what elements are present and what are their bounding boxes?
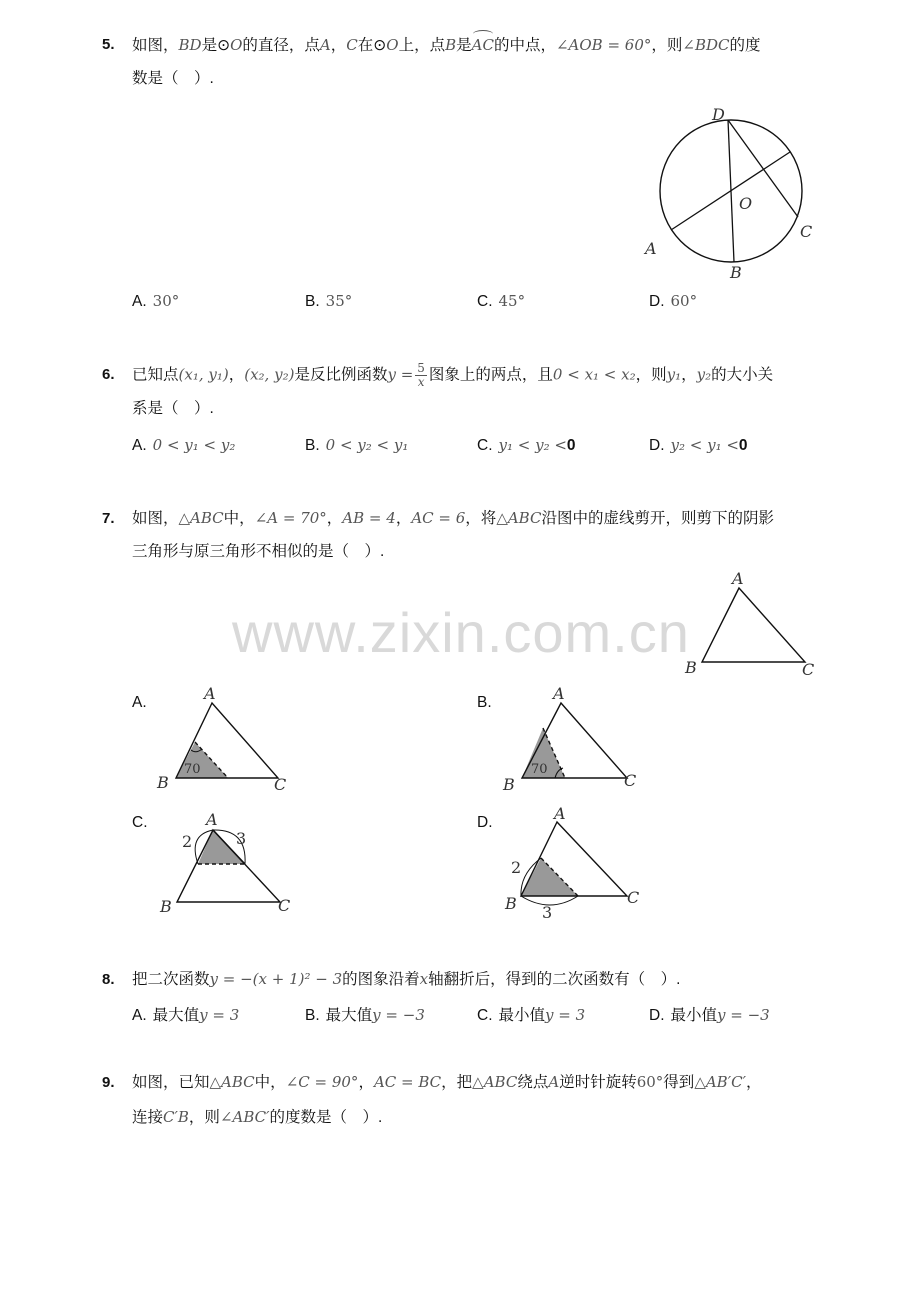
option-text: 最大值 bbox=[325, 1007, 373, 1024]
text: 把二次函数 bbox=[132, 971, 210, 988]
text: 中， bbox=[254, 1074, 286, 1091]
label-b: B bbox=[505, 894, 517, 913]
math: y₁ bbox=[666, 365, 682, 384]
arc-math: AC bbox=[472, 33, 494, 57]
question-number: 8. bbox=[102, 971, 115, 988]
math: ∠ABC′ bbox=[219, 1108, 270, 1126]
text: 是反比例函数 bbox=[294, 366, 388, 384]
label-a: A bbox=[206, 810, 218, 829]
option-label: B. bbox=[305, 293, 320, 310]
fraction bbox=[415, 362, 427, 389]
angle-label: 70 bbox=[184, 762, 201, 777]
label-a: A bbox=[553, 684, 565, 703]
label-a: A bbox=[204, 684, 216, 703]
side-label-3: 3 bbox=[236, 829, 247, 848]
text: ， bbox=[746, 1074, 762, 1091]
math: B bbox=[445, 36, 457, 54]
option-label: B. bbox=[477, 694, 492, 711]
text: 绕点 bbox=[517, 1074, 549, 1091]
option-d[interactable] bbox=[649, 1003, 770, 1028]
math: O bbox=[386, 36, 399, 54]
triangle-abc bbox=[177, 830, 280, 902]
label-c: C bbox=[627, 888, 640, 907]
text: ，把 bbox=[441, 1074, 473, 1091]
question-text-line2: 数是（ ）. bbox=[132, 70, 214, 87]
text: 在⊙ bbox=[357, 37, 387, 54]
diameter-ao bbox=[671, 152, 790, 230]
math: C bbox=[346, 36, 358, 54]
label-b: B bbox=[685, 658, 697, 677]
label-c: C bbox=[274, 775, 287, 794]
angle-label: 70 bbox=[531, 762, 548, 777]
text: 得到 bbox=[663, 1074, 695, 1091]
side-label-2: 2 bbox=[182, 832, 193, 851]
question-text-line1 bbox=[132, 362, 773, 389]
option-value: 0 < y₁ < y₂ bbox=[152, 436, 236, 454]
question-text-line2 bbox=[132, 1105, 382, 1130]
math: AC = BC bbox=[373, 1073, 442, 1091]
math: y = −(x + 1)² − 3 bbox=[209, 970, 343, 988]
text: ， bbox=[358, 1074, 374, 1091]
text: ， bbox=[326, 510, 343, 527]
option-label: D. bbox=[649, 437, 665, 454]
question-number: 6. bbox=[102, 366, 115, 383]
math: O bbox=[230, 36, 243, 54]
option-c[interactable] bbox=[477, 433, 576, 458]
text: 如图， bbox=[132, 510, 179, 527]
label-a: A bbox=[732, 569, 744, 588]
math: BD bbox=[178, 36, 202, 54]
text: 的直径，点 bbox=[242, 37, 320, 54]
option-d[interactable] bbox=[649, 433, 748, 458]
option-b[interactable] bbox=[305, 289, 352, 314]
option-b[interactable] bbox=[305, 1003, 425, 1028]
option-value: y = 3 bbox=[545, 1006, 586, 1024]
option-c-figure bbox=[155, 805, 300, 920]
math: y = bbox=[387, 365, 414, 384]
option-d-figure bbox=[500, 800, 645, 925]
text: 沿图中的虚线剪开，则剪下的阴影 bbox=[541, 510, 774, 527]
text: 上，点 bbox=[398, 37, 446, 54]
math: △ABC bbox=[209, 1073, 255, 1091]
text: 中， bbox=[223, 510, 255, 527]
label-d: D bbox=[712, 105, 725, 124]
math: ∠A = 70° bbox=[254, 509, 327, 527]
side-label-2: 2 bbox=[511, 858, 522, 877]
option-label: C. bbox=[477, 293, 493, 310]
text: 图象上的两点，且 bbox=[428, 366, 553, 384]
option-b-figure bbox=[497, 682, 642, 797]
text: 的大小关 bbox=[711, 366, 774, 384]
watermark: www.zixin.com.cn bbox=[232, 601, 690, 664]
text: ，则 bbox=[651, 37, 683, 54]
triangle-abc bbox=[702, 588, 805, 662]
text: ， bbox=[681, 366, 697, 384]
option-label: C. bbox=[477, 437, 493, 454]
option-value: y₁ < y₂ < bbox=[498, 436, 567, 454]
label-b: B bbox=[503, 775, 515, 794]
option-a-figure bbox=[150, 682, 295, 797]
option-text: 最小值 bbox=[498, 1007, 546, 1024]
option-label: D. bbox=[649, 1007, 665, 1024]
option-label: A. bbox=[132, 694, 147, 711]
option-value: y = 3 bbox=[199, 1006, 240, 1024]
triangle-figure bbox=[680, 565, 825, 680]
text: 如图，已知 bbox=[132, 1074, 210, 1091]
option-b[interactable] bbox=[305, 433, 408, 458]
text: 逆时针旋转 bbox=[559, 1074, 637, 1091]
text: 如图， bbox=[132, 37, 179, 54]
math: AC = 6 bbox=[411, 509, 466, 527]
math: AB = 4 bbox=[342, 509, 396, 527]
option-a[interactable] bbox=[132, 433, 235, 458]
math: △ABC bbox=[496, 509, 542, 527]
option-label: C. bbox=[132, 814, 148, 831]
math: △AB′C′ bbox=[694, 1073, 746, 1091]
option-value: 45° bbox=[498, 292, 526, 310]
text: 已知点 bbox=[132, 366, 179, 384]
option-tail: 0 bbox=[566, 437, 576, 454]
label-b: B bbox=[160, 897, 172, 916]
text: 的中点， bbox=[493, 37, 556, 54]
option-c[interactable] bbox=[477, 1003, 585, 1028]
math: 0 < x₁ < x₂ bbox=[552, 365, 636, 384]
option-c[interactable] bbox=[477, 289, 525, 314]
math: x bbox=[419, 970, 429, 988]
text: 的度 bbox=[729, 37, 761, 54]
text: ， bbox=[395, 510, 412, 527]
label-b: B bbox=[157, 773, 169, 792]
question-text-line1 bbox=[132, 1070, 762, 1095]
question-text-line2: 系是（ ）. bbox=[132, 400, 214, 417]
option-c[interactable] bbox=[132, 811, 154, 835]
math: ∠C = 90° bbox=[285, 1073, 359, 1091]
question-number: 9. bbox=[102, 1074, 115, 1091]
side-label-3: 3 bbox=[542, 903, 553, 922]
option-value: 30° bbox=[152, 292, 180, 310]
option-a[interactable] bbox=[132, 1003, 239, 1028]
math: (x₂, y₂) bbox=[244, 365, 295, 384]
circle-figure bbox=[640, 100, 820, 285]
option-value: y = −3 bbox=[717, 1006, 770, 1024]
math: A bbox=[319, 36, 331, 54]
math: C′B bbox=[163, 1108, 189, 1126]
option-tail: 0 bbox=[738, 437, 748, 454]
option-label: A. bbox=[132, 1007, 147, 1024]
label-o: O bbox=[739, 194, 753, 213]
text: 轴翻折后，得到的二次函数有（ ）. bbox=[428, 971, 681, 988]
math: (x₁, y₁) bbox=[178, 365, 229, 384]
label-b: B bbox=[730, 263, 742, 282]
label-a: A bbox=[554, 804, 566, 823]
option-label: A. bbox=[132, 437, 147, 454]
math: ∠BDC bbox=[682, 36, 730, 54]
label-c: C bbox=[278, 896, 291, 915]
text: 连接 bbox=[132, 1109, 164, 1126]
label-c: C bbox=[800, 222, 813, 241]
label-c: C bbox=[802, 660, 815, 679]
math: ∠AOB = 60° bbox=[555, 36, 652, 54]
text: ，则 bbox=[188, 1109, 220, 1126]
option-text: 最大值 bbox=[152, 1007, 200, 1024]
math: A bbox=[548, 1073, 560, 1091]
math: △ABC bbox=[472, 1073, 518, 1091]
option-text: 最小值 bbox=[670, 1007, 718, 1024]
text: ， bbox=[228, 366, 245, 384]
text: ， bbox=[330, 37, 347, 54]
option-label: B. bbox=[305, 437, 320, 454]
question-text-line2: 三角形与原三角形不相似的是（ ）. bbox=[132, 543, 385, 560]
text: 的图象沿着 bbox=[342, 971, 420, 988]
question-text-line1 bbox=[132, 33, 761, 58]
math: 60° bbox=[636, 1073, 664, 1091]
option-b[interactable] bbox=[477, 691, 498, 715]
option-d[interactable] bbox=[649, 289, 697, 314]
option-label: C. bbox=[477, 1007, 493, 1024]
math: y₂ bbox=[696, 365, 712, 384]
option-label: D. bbox=[477, 814, 493, 831]
option-value: 60° bbox=[670, 292, 698, 310]
label-c: C bbox=[624, 771, 637, 790]
fraction-denominator: x bbox=[417, 375, 425, 389]
option-d[interactable] bbox=[477, 811, 499, 835]
option-label: D. bbox=[649, 293, 665, 310]
text: ，将 bbox=[465, 510, 497, 527]
text: ，则 bbox=[635, 366, 667, 384]
question-text-line1 bbox=[132, 506, 774, 531]
option-label: B. bbox=[305, 1007, 320, 1024]
option-value: 0 < y₂ < y₁ bbox=[325, 436, 409, 454]
math: △ABC bbox=[178, 509, 224, 527]
option-value: 35° bbox=[325, 292, 353, 310]
fraction-numerator: 5 bbox=[417, 361, 425, 375]
option-label: A. bbox=[132, 293, 147, 310]
option-value: y₂ < y₁ < bbox=[670, 436, 739, 454]
option-a[interactable] bbox=[132, 289, 179, 314]
question-number: 7. bbox=[102, 510, 115, 527]
label-a: A bbox=[645, 239, 657, 258]
text: 是⊙ bbox=[201, 37, 231, 54]
option-value: y = −3 bbox=[372, 1006, 425, 1024]
text: 的度数是（ ）. bbox=[269, 1109, 383, 1126]
question-text-line1 bbox=[132, 967, 680, 992]
text: 是 bbox=[456, 37, 472, 54]
question-number: 5. bbox=[102, 36, 115, 53]
